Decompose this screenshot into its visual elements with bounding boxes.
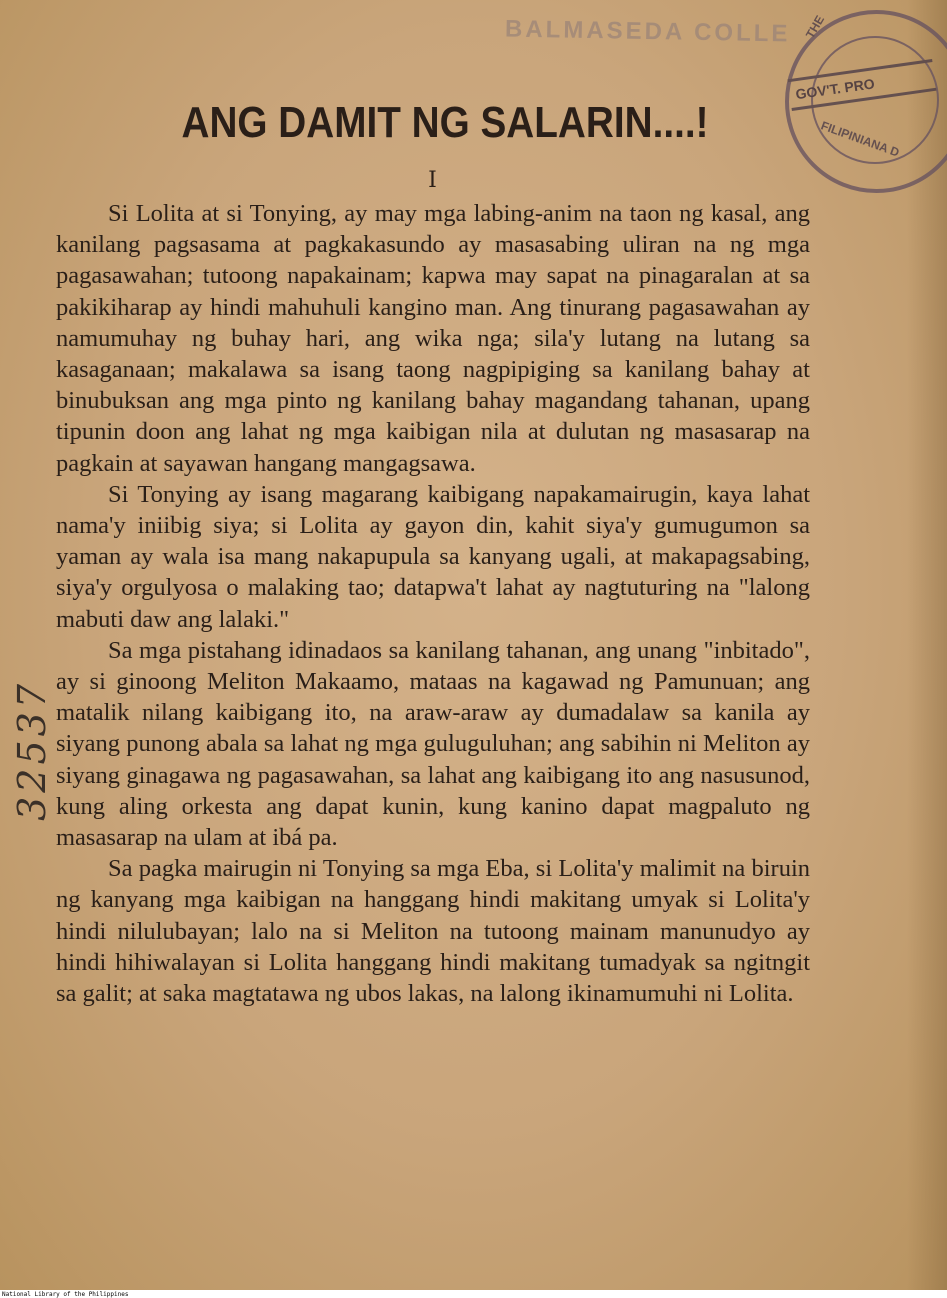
paragraph-2: Si Tonying ay isang magarang kaibigang napakamairugin, kaya lahat nama'y iniibig siya; si Lolita ay gayon din, kahit siya'y gumugumon sa yaman ay wala isa mang nakapupula sa kanyang ugali, at makapagsabing, siya'y orgulyosa o malaking tao; datapwa't lahat ay nagtuturing na "lalong mabuti daw ang lalaki." bbox=[56, 480, 810, 633]
footer-credit: National Library of the Philippines bbox=[2, 1291, 129, 1298]
paragraph-3: Sa mga pistahang idinadaos sa kanilang tahanan, ang unang "inbitado", ay si ginoong Meliton Makaamo, mataas na kagawad ng Pamunuan; ang matalik nilang kaibigang ito, na araw-araw ay dumadalaw sa kanila ay siyang punong abala sa lahat ng mga guluguluhan; ang sabihin ni Meliton ay siyang ginagawa ng pagasawahan, sa lahat ang kaibigang ito ang nasusunod, kung aling orkesta ang dapat kunin, kung kanino dapat magpaluto ng masasarap na ulam at ibá pa. bbox=[56, 636, 810, 852]
body-text bbox=[56, 198, 810, 1009]
page-title: ANG DAMIT NG SALARIN....! bbox=[181, 98, 709, 147]
page-edge-shadow bbox=[907, 0, 947, 1290]
seal-top-text: THE bbox=[802, 13, 828, 41]
paragraph-1: Si Lolita at si Tonying, ay may mga labing-anim na taon ng kasal, ang kanilang pagsasama at pagkakasundo ay masasabing uliran na ng mga pagasawahan; tutoong napakainam; kapwa may sapat na pinagaralan at sa pakikiharap ay hindi mahuhuli kangino man. Ang tinurang pagasawahan ay namumuhay ng buhay hari, ang wika nga; sila'y lutang na lutang sa kasaganaan; makalawa sa isang taong nagpipiging sa kanilang bahay at binubuksan ang mga pinto ng kanilang bahay magandang tahanan, upang tipunin doon ang lahat ng mga kaibigan nila at dulutan ng masasarap na pagkain at sayawan hangang mangagsawa. bbox=[56, 200, 810, 477]
handwritten-accession-number: 32537 bbox=[10, 680, 54, 821]
seal-band-text: GOV'T. PRO bbox=[787, 59, 936, 111]
paragraph-4: Sa pagka mairugin ni Tonying sa mga Eba, si Lolita'y malimit na biruin ng kanyang mga kaibigan na hanggang hindi makitang umyak si Lolita'y hindi nilulubayan; lalo na si Meliton na tutoong mainam manunudyo ay hindi hihiwalayan si Lolita hanggang hindi makitang tumadyak sa ngitngit sa galit; at saka magtatawa ng ubos lakas, na lalong ikinamumuhi ni Lolita. bbox=[56, 855, 810, 1008]
seal-bottom-text: FILIPINIANA D bbox=[819, 118, 902, 160]
library-stamp: BALMASEDA COLLE bbox=[504, 15, 791, 48]
chapter-number: I bbox=[428, 168, 437, 193]
